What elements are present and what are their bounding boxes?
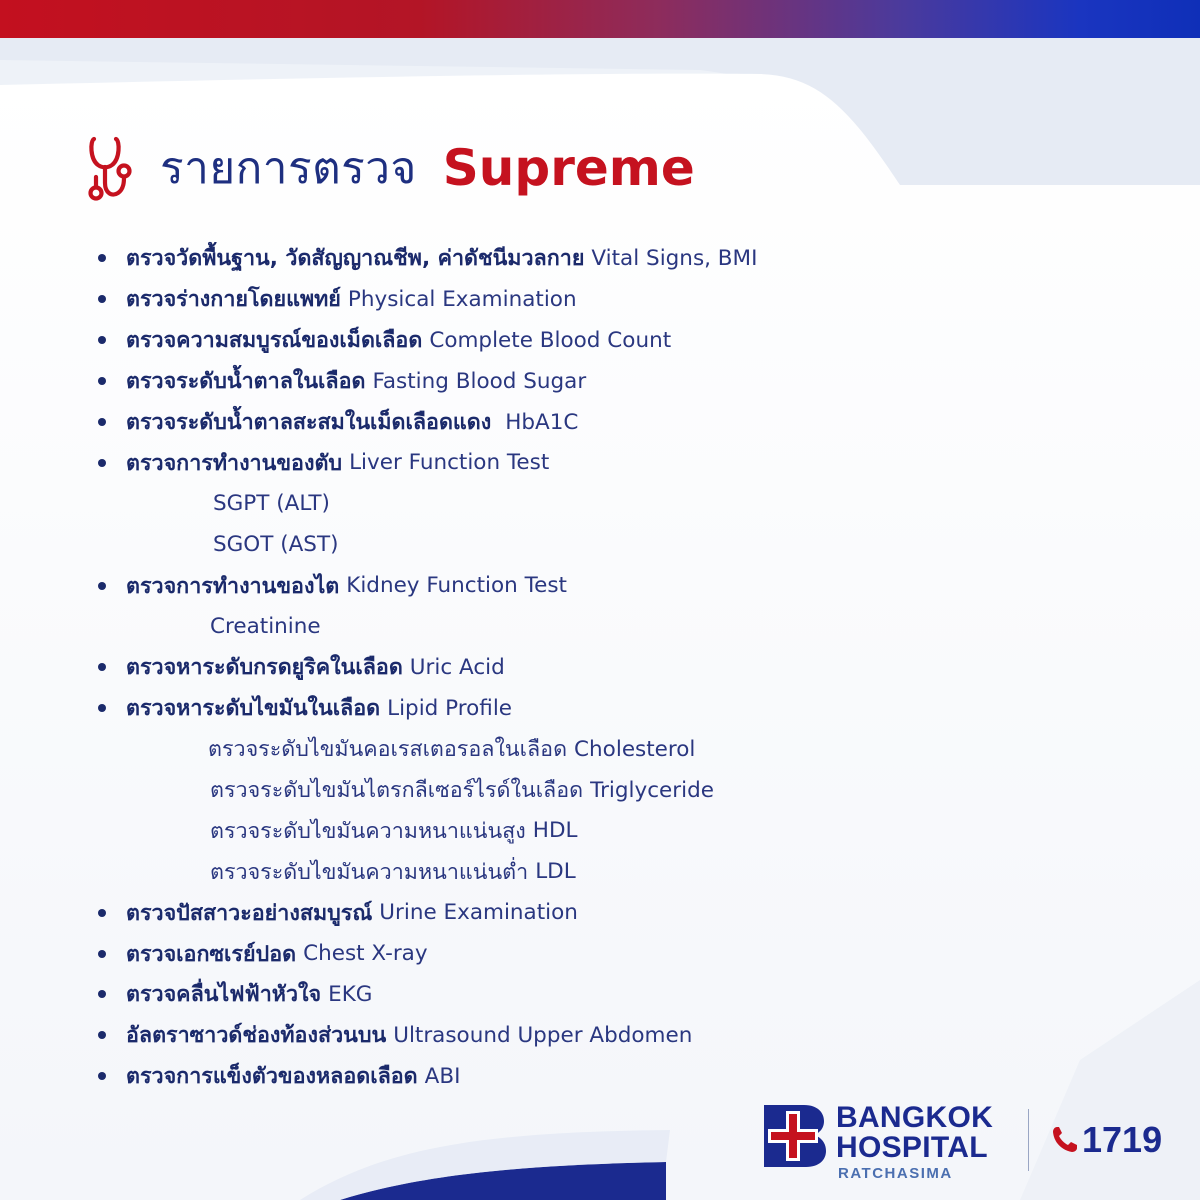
bullet bbox=[98, 459, 106, 467]
item-thai: ตรวจปัสสาวะอย่างสมบูรณ์ bbox=[126, 900, 373, 926]
hotline-number[interactable]: 1719 bbox=[1082, 1119, 1163, 1160]
subitem-english: Cholesterol bbox=[574, 736, 696, 762]
subitem-english: SGPT (ALT) bbox=[213, 491, 330, 517]
item-english: Kidney Function Test bbox=[346, 573, 567, 599]
bullet bbox=[98, 295, 106, 303]
bullet bbox=[98, 582, 106, 590]
item-thai: ตรวจเอกซเรย์ปอด bbox=[126, 941, 297, 967]
item-thai: ตรวจการทำงานของตับ bbox=[126, 450, 343, 476]
subitem-english: Creatinine bbox=[210, 613, 321, 639]
item-english: Uric Acid bbox=[409, 654, 505, 680]
bullet bbox=[98, 990, 106, 998]
bullet bbox=[98, 336, 106, 344]
item-english: Ultrasound Upper Abdomen bbox=[393, 1022, 693, 1048]
list-item bbox=[96, 279, 996, 320]
list-item bbox=[96, 933, 996, 974]
list-item bbox=[96, 320, 996, 361]
item-thai: ตรวจการแข็งตัวของหลอดเลือด bbox=[126, 1064, 418, 1090]
list-item bbox=[96, 361, 996, 402]
list-subitem bbox=[96, 606, 996, 647]
item-thai: ตรวจระดับน้ำตาลในเลือด bbox=[126, 369, 366, 395]
subitem-thai: ตรวจระดับไขมันคอเรสเตอรอลในเลือด bbox=[208, 737, 568, 763]
list-subitem bbox=[96, 483, 996, 524]
logo-line-1: BANGKOK bbox=[836, 1101, 994, 1134]
title-english: Supreme bbox=[442, 139, 695, 197]
list-item bbox=[96, 442, 996, 483]
list-item bbox=[96, 1015, 996, 1056]
subitem-thai: ตรวจระดับไขมันความหนาแน่นต่ำ bbox=[210, 859, 529, 885]
bullet bbox=[98, 1072, 106, 1080]
bullet bbox=[98, 704, 106, 712]
title-thai: รายการตรวจ bbox=[160, 143, 417, 194]
stethoscope-icon bbox=[88, 133, 138, 203]
list-subitem bbox=[96, 810, 996, 851]
item-thai: อัลตราซาวด์ช่องท้องส่วนบน bbox=[126, 1023, 387, 1049]
item-english: HbA1C bbox=[505, 409, 579, 435]
logo-line-2: HOSPITAL bbox=[836, 1131, 988, 1164]
bangkok-hospital-logo-icon bbox=[764, 1105, 826, 1167]
bangkok-hospital-logo bbox=[764, 1103, 1164, 1185]
checkup-list bbox=[96, 238, 996, 1097]
bullet bbox=[98, 909, 106, 917]
list-subitem bbox=[96, 770, 996, 811]
item-english: Chest X-ray bbox=[303, 941, 428, 967]
item-thai: ตรวจหาระดับไขมันในเลือด bbox=[126, 696, 381, 722]
list-item bbox=[96, 892, 996, 933]
item-thai: ตรวจการทำงานของไต bbox=[126, 573, 340, 599]
list-subitem bbox=[96, 729, 996, 770]
bullet bbox=[98, 1031, 106, 1039]
item-thai: ตรวจร่างกายโดยแพทย์ bbox=[126, 287, 341, 313]
phone-icon bbox=[1052, 1125, 1078, 1153]
logo-divider bbox=[1028, 1109, 1029, 1171]
item-english: ABI bbox=[424, 1063, 461, 1089]
item-thai: ตรวจระดับน้ำตาลสะสมในเม็ดเลือดแดง bbox=[126, 410, 492, 435]
bullet bbox=[98, 663, 106, 671]
item-english: Complete Blood Count bbox=[429, 327, 672, 353]
logo-name bbox=[836, 1103, 993, 1163]
item-english: Liver Function Test bbox=[349, 450, 550, 476]
item-english: Fasting Blood Sugar bbox=[372, 368, 587, 394]
list-item bbox=[96, 688, 996, 729]
item-thai: ตรวจวัดพื้นฐาน, วัดสัญญาณชีพ, ค่าดัชนีมวลกาย bbox=[126, 246, 585, 272]
page-title bbox=[88, 118, 695, 218]
logo-subtitle: RATCHASIMA bbox=[838, 1165, 953, 1182]
bullet bbox=[98, 377, 106, 385]
list-item bbox=[96, 647, 996, 688]
subitem-english: Triglyceride bbox=[590, 777, 714, 803]
item-english: Lipid Profile bbox=[387, 695, 513, 721]
subitem-thai: ตรวจระดับไขมันไตรกลีเซอร์ไรด์ในเลือด bbox=[210, 778, 584, 804]
subitem-english: SGOT (AST) bbox=[213, 532, 339, 558]
subitem-english: LDL bbox=[535, 859, 576, 885]
list-item bbox=[96, 1056, 996, 1097]
item-thai: ตรวจคลื่นไฟฟ้าหัวใจ bbox=[126, 982, 322, 1008]
item-english: Physical Examination bbox=[347, 286, 577, 312]
list-subitem bbox=[96, 524, 996, 565]
list-item bbox=[96, 238, 996, 279]
item-english: EKG bbox=[328, 981, 373, 1007]
item-english: Vital Signs, BMI bbox=[591, 245, 758, 271]
subitem-english: HDL bbox=[532, 818, 578, 844]
list-subitem bbox=[96, 851, 996, 892]
item-thai: ตรวจหาระดับกรดยูริคในเลือด bbox=[126, 655, 403, 681]
bullet bbox=[98, 950, 106, 958]
bullet bbox=[98, 418, 106, 426]
bullet bbox=[98, 254, 106, 262]
item-english: Urine Examination bbox=[379, 900, 578, 926]
item-thai: ตรวจความสมบูรณ์ของเม็ดเลือด bbox=[126, 328, 423, 354]
list-item bbox=[96, 974, 996, 1015]
list-item bbox=[96, 402, 996, 443]
subitem-thai: ตรวจระดับไขมันความหนาแน่นสูง bbox=[210, 818, 526, 844]
list-item bbox=[96, 565, 996, 606]
